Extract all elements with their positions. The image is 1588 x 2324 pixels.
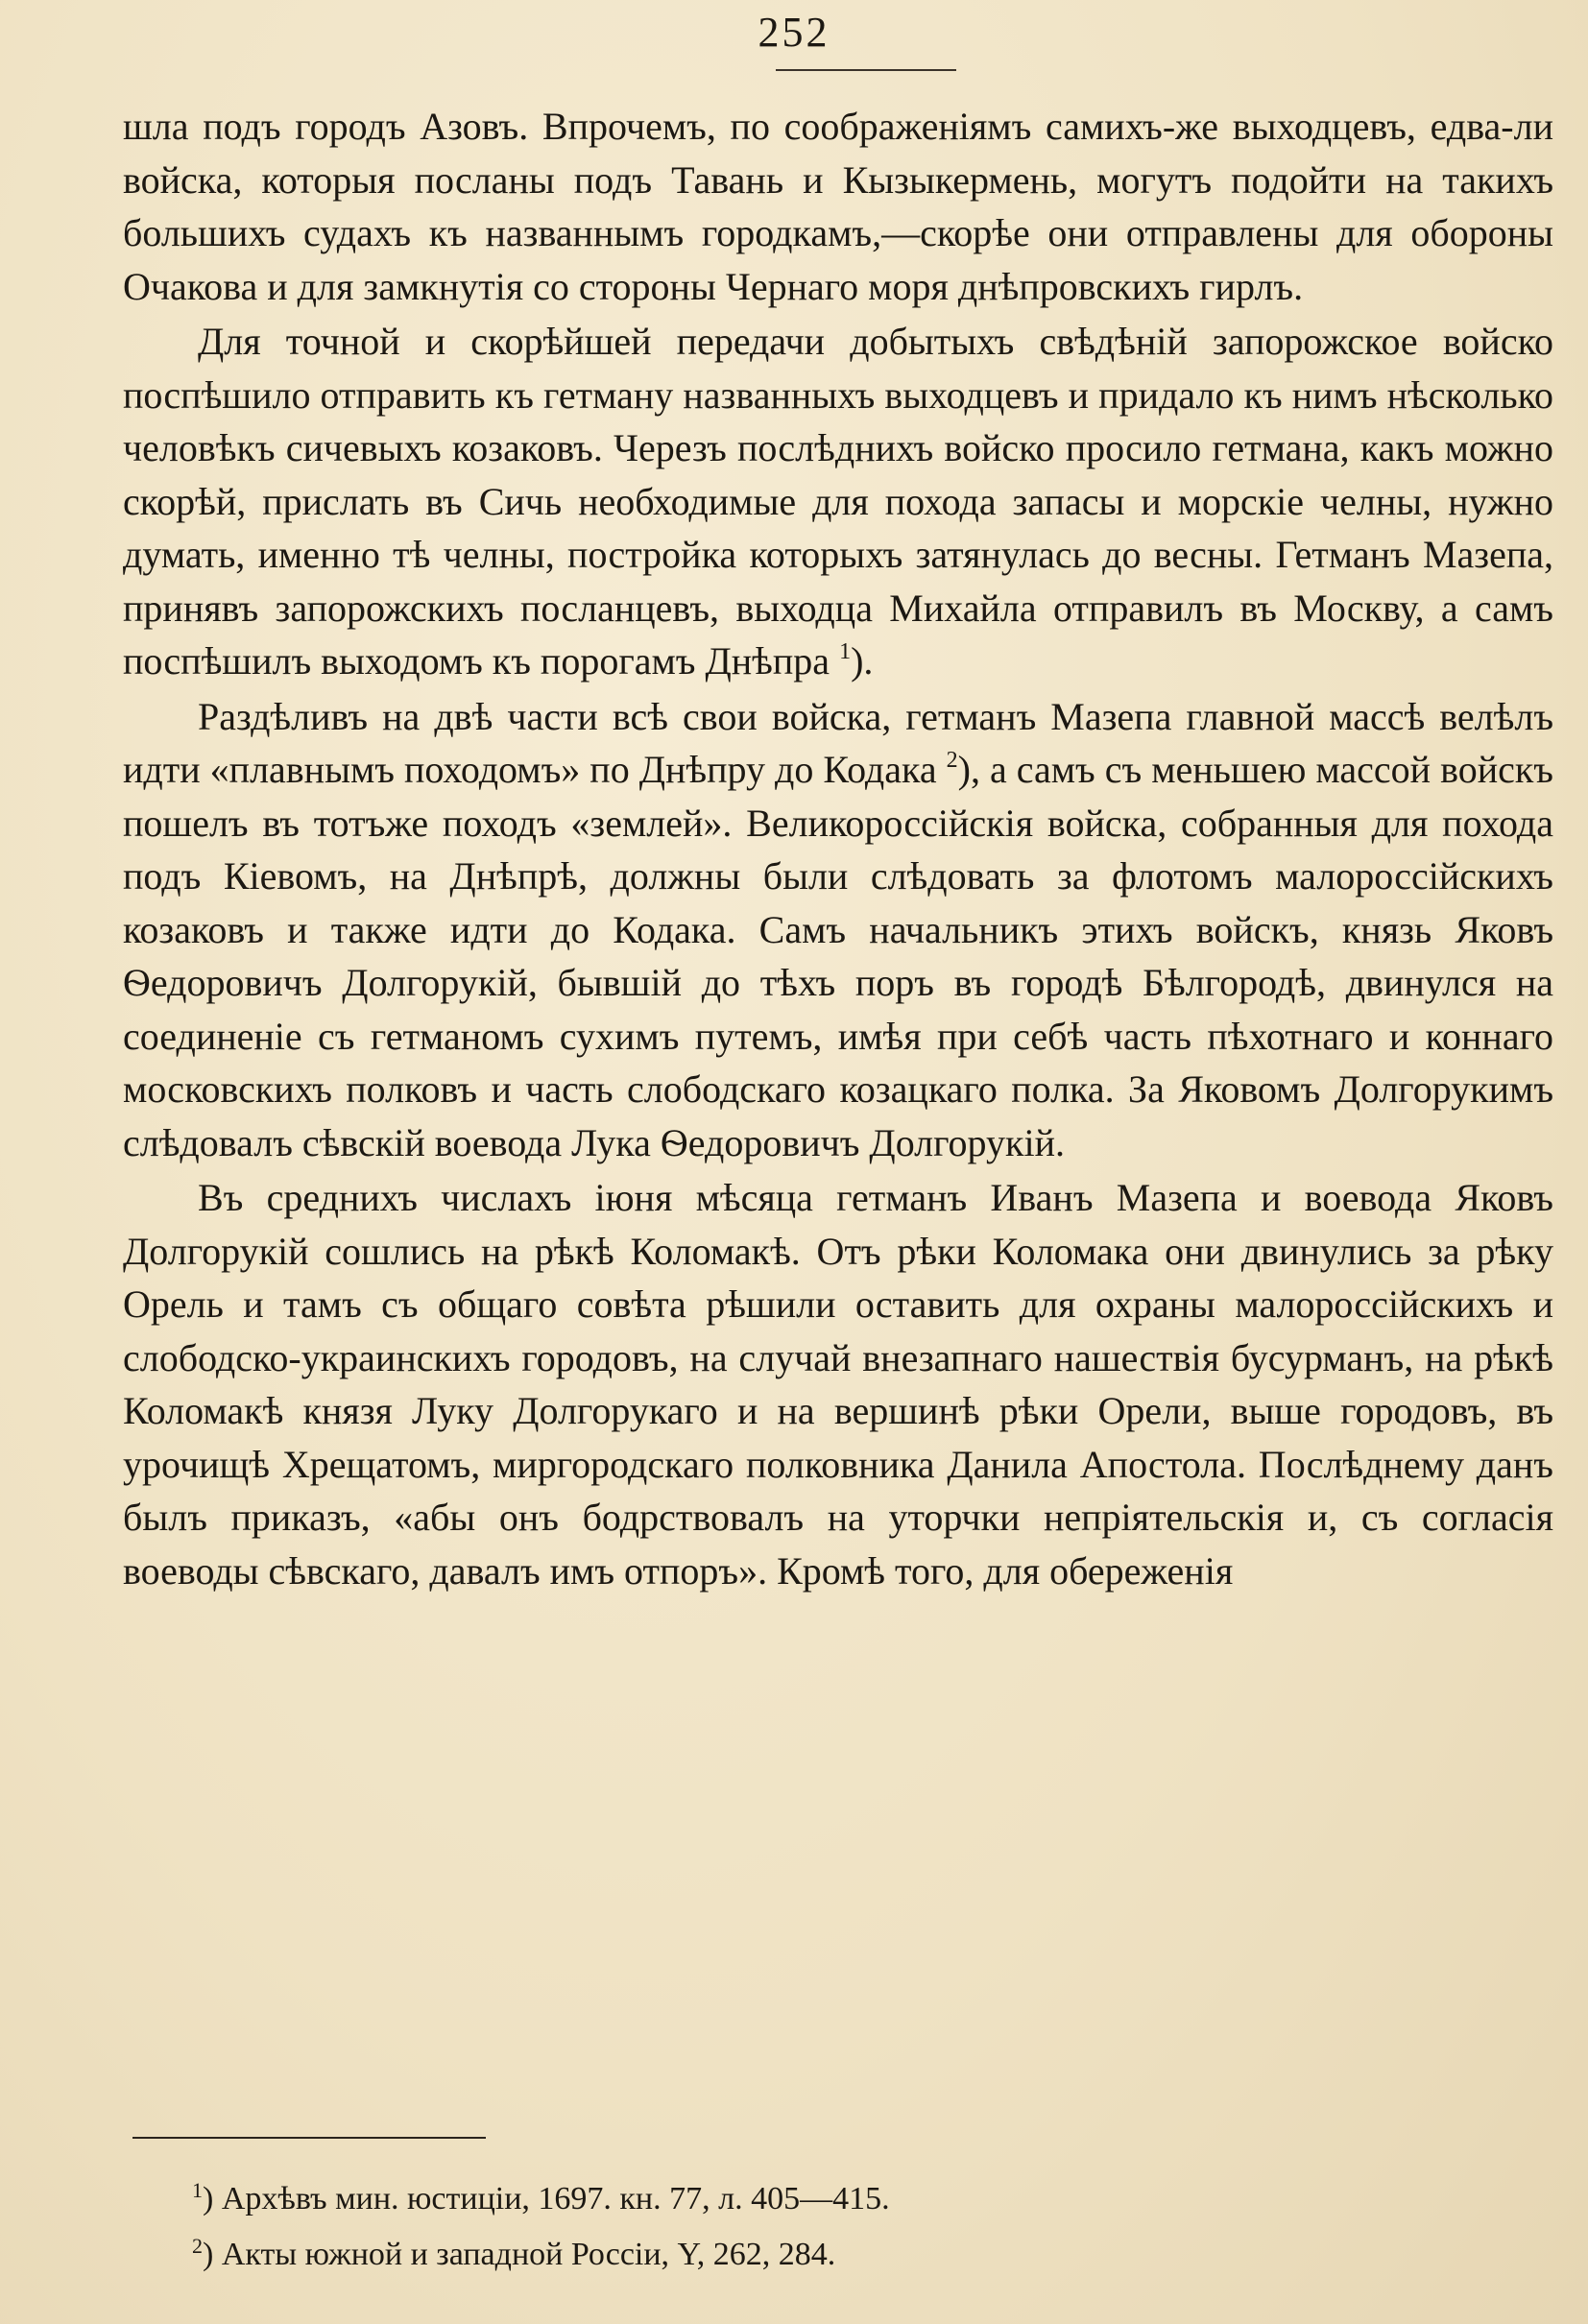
paragraph-2-tail: ).: [851, 639, 874, 683]
header-rule: [776, 69, 956, 71]
page-number: 252: [758, 9, 830, 56]
footnote-1: [192, 2171, 1488, 2227]
footnotes: [192, 2171, 1488, 2283]
paragraph-1: [123, 100, 1553, 313]
body-text: [123, 100, 1553, 1597]
footnote-ref-2: 2: [946, 748, 958, 773]
paragraph-2: [123, 315, 1553, 688]
footnote-ref-1: 1: [839, 639, 852, 664]
paragraph-3-tail: ), а самъ съ меньшею массой войскъ пошелъ въ тотъже походъ «землей». Великороссійскія войска, собранныя для похода подъ Кіевомъ, на Днѣпрѣ, должны были слѣдовать за флотомъ малороссійскихъ козаковъ и также идти до Кодака. Самъ начальникъ этихъ войскъ, князь Яковъ Ѳедоровичъ Долгорукій, бывшій до тѣхъ поръ въ городѣ Бѣлгородѣ, двинулся на соединеніе съ гетманомъ сухимъ путемъ, имѣя при себѣ часть пѣхотнаго и коннаго московскихъ полковъ и часть слободскаго козацкаго полка. За Яковомъ Долгорукимъ слѣдовалъ сѣвскій воевода Лука Ѳедоровичъ Долгорукій.: [123, 748, 1553, 1164]
footnote-2: [192, 2227, 1488, 2283]
paragraph-2-text: Для точной и скорѣйшей передачи добытыхъ свѣдѣній запорожское войско поспѣшило отправить къ гетману названныхъ выходцевъ и придало къ нимъ нѣсколько человѣкъ сичевыхъ козаковъ. Черезъ послѣднихъ войско просило гетмана, какъ можно скорѣй, прислать въ Сичь необходимые для похода запасы и морскіе челны, нужно думать, именно тѣ челны, постройка которыхъ затянулась до весны. Гетманъ Мазепа, принявъ запорожскихъ посланцевъ, выходца Михайла отправилъ въ Москву, а самъ поспѣшилъ выходомъ къ порогамъ Днѣпра: [123, 320, 1553, 683]
footnote-1-mark: 1: [192, 2178, 203, 2202]
paragraph-3-text: Раздѣливъ на двѣ части всѣ свои войска, гетманъ Мазепа главной массѣ велѣлъ идти «плавнымъ походомъ» по Днѣпру до Кодака: [123, 694, 1553, 791]
footnote-1-text: ) Архѣвъ мин. юстиціи, 1697. кн. 77, л. 405—415.: [203, 2181, 890, 2216]
paragraph-1-text: шла подъ городъ Азовъ. Впрочемъ, по соображеніямъ самихъ-же выходцевъ, едва-ли войска, которыя посланы подъ Тавань и Кызыкермень, могутъ подойти на такихъ большихъ судахъ къ названнымъ городкамъ,—скорѣе они отправлены для обороны Очакова и для замкнутія со стороны Чернаго моря днѣпровскихъ гирлъ.: [123, 105, 1553, 308]
paragraph-4: [123, 1171, 1553, 1597]
footnote-rule: [132, 2137, 486, 2139]
footnote-2-mark: 2: [192, 2234, 203, 2258]
footnote-2-text: ) Акты южной и западной Россіи, Y, 262, 284.: [203, 2237, 836, 2272]
paragraph-3: [123, 690, 1553, 1170]
paragraph-4-text: Въ среднихъ числахъ іюня мѣсяца гетманъ Иванъ Мазепа и воевода Яковъ Долгорукій сошлись на рѣкѣ Коломакѣ. Отъ рѣки Коломака они двинулись за рѣку Орель и тамъ съ общаго совѣта рѣшили оставить для охраны малороссійскихъ и слободско-украинскихъ городовъ, на случай внезапнаго нашествія бусурманъ, на рѣкѣ Коломакѣ князя Луку Долгорукаго и на вершинѣ рѣки Орели, выше городовъ, въ урочищѣ Хрещатомъ, миргородскаго полковника Данила Апостола. Послѣднему данъ былъ приказъ, «абы онъ бодрствовалъ на уторчки непріятельскія и, съ согласія воеводы сѣвскаго, давалъ имъ отпоръ». Кромѣ того, для обереженія: [123, 1176, 1553, 1593]
